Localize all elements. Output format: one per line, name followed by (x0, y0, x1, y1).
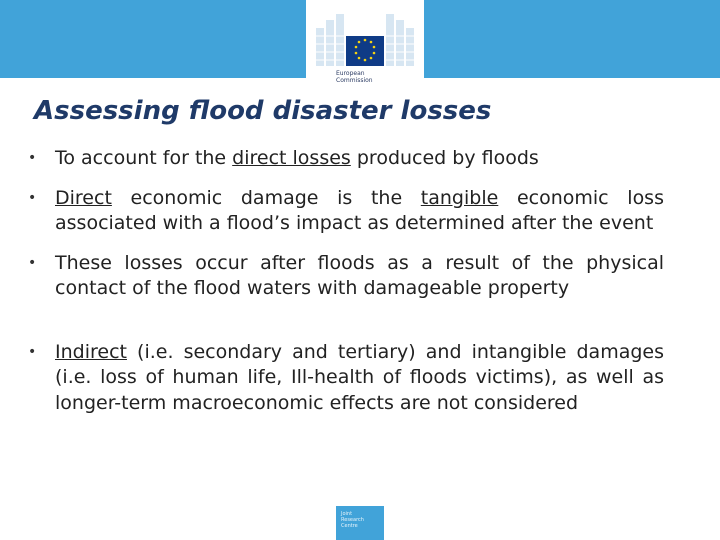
footer-text-line1: Joint (341, 511, 353, 517)
bullet-item-direct-damage (28, 186, 664, 237)
footer-text-line2: Research (341, 517, 364, 523)
underlined-term: Indirect (55, 340, 127, 363)
bullet-text: produced by floods (350, 147, 539, 169)
bullet-item-physical-contact (28, 251, 664, 302)
jrc-footer-badge (336, 506, 384, 540)
bullet-icon: • (28, 189, 37, 206)
underlined-term: tangible (420, 186, 499, 209)
bullet-item-indirect-damages (28, 340, 664, 417)
bullet-text: These losses occur after floods as a result of the physical contact of the flood waters with damageable property (55, 251, 664, 299)
underlined-term: Direct (55, 186, 112, 209)
footer-text-line3: Centre (341, 523, 358, 529)
bullet-text: economic damage is the (111, 186, 421, 209)
bullet-icon: • (28, 343, 37, 360)
bullet-text: (i.e. secondary and tertiary) and intangible damages (i.e. loss of human life, Ill-health of floods victims), as well as longer-term macroeconomic effects are not considered (55, 340, 664, 414)
bullet-list (28, 146, 664, 416)
slide-title: Assessing flood disaster losses (34, 96, 492, 126)
european-commission-logo (306, 0, 424, 100)
bullet-text: economic loss associated with a flood’s impact as determined after the event (55, 186, 664, 234)
bullet-item-direct-losses (28, 146, 664, 172)
logo-text-line1: European (336, 70, 365, 77)
logo-text-line2: Commission (336, 77, 373, 84)
bullet-icon: • (28, 150, 37, 166)
bullet-icon: • (28, 254, 37, 271)
berlaymont-building-icon (312, 6, 418, 66)
underlined-term: direct losses (232, 147, 351, 169)
logo-caption (336, 70, 406, 84)
bullet-text: To account for the (55, 147, 233, 169)
